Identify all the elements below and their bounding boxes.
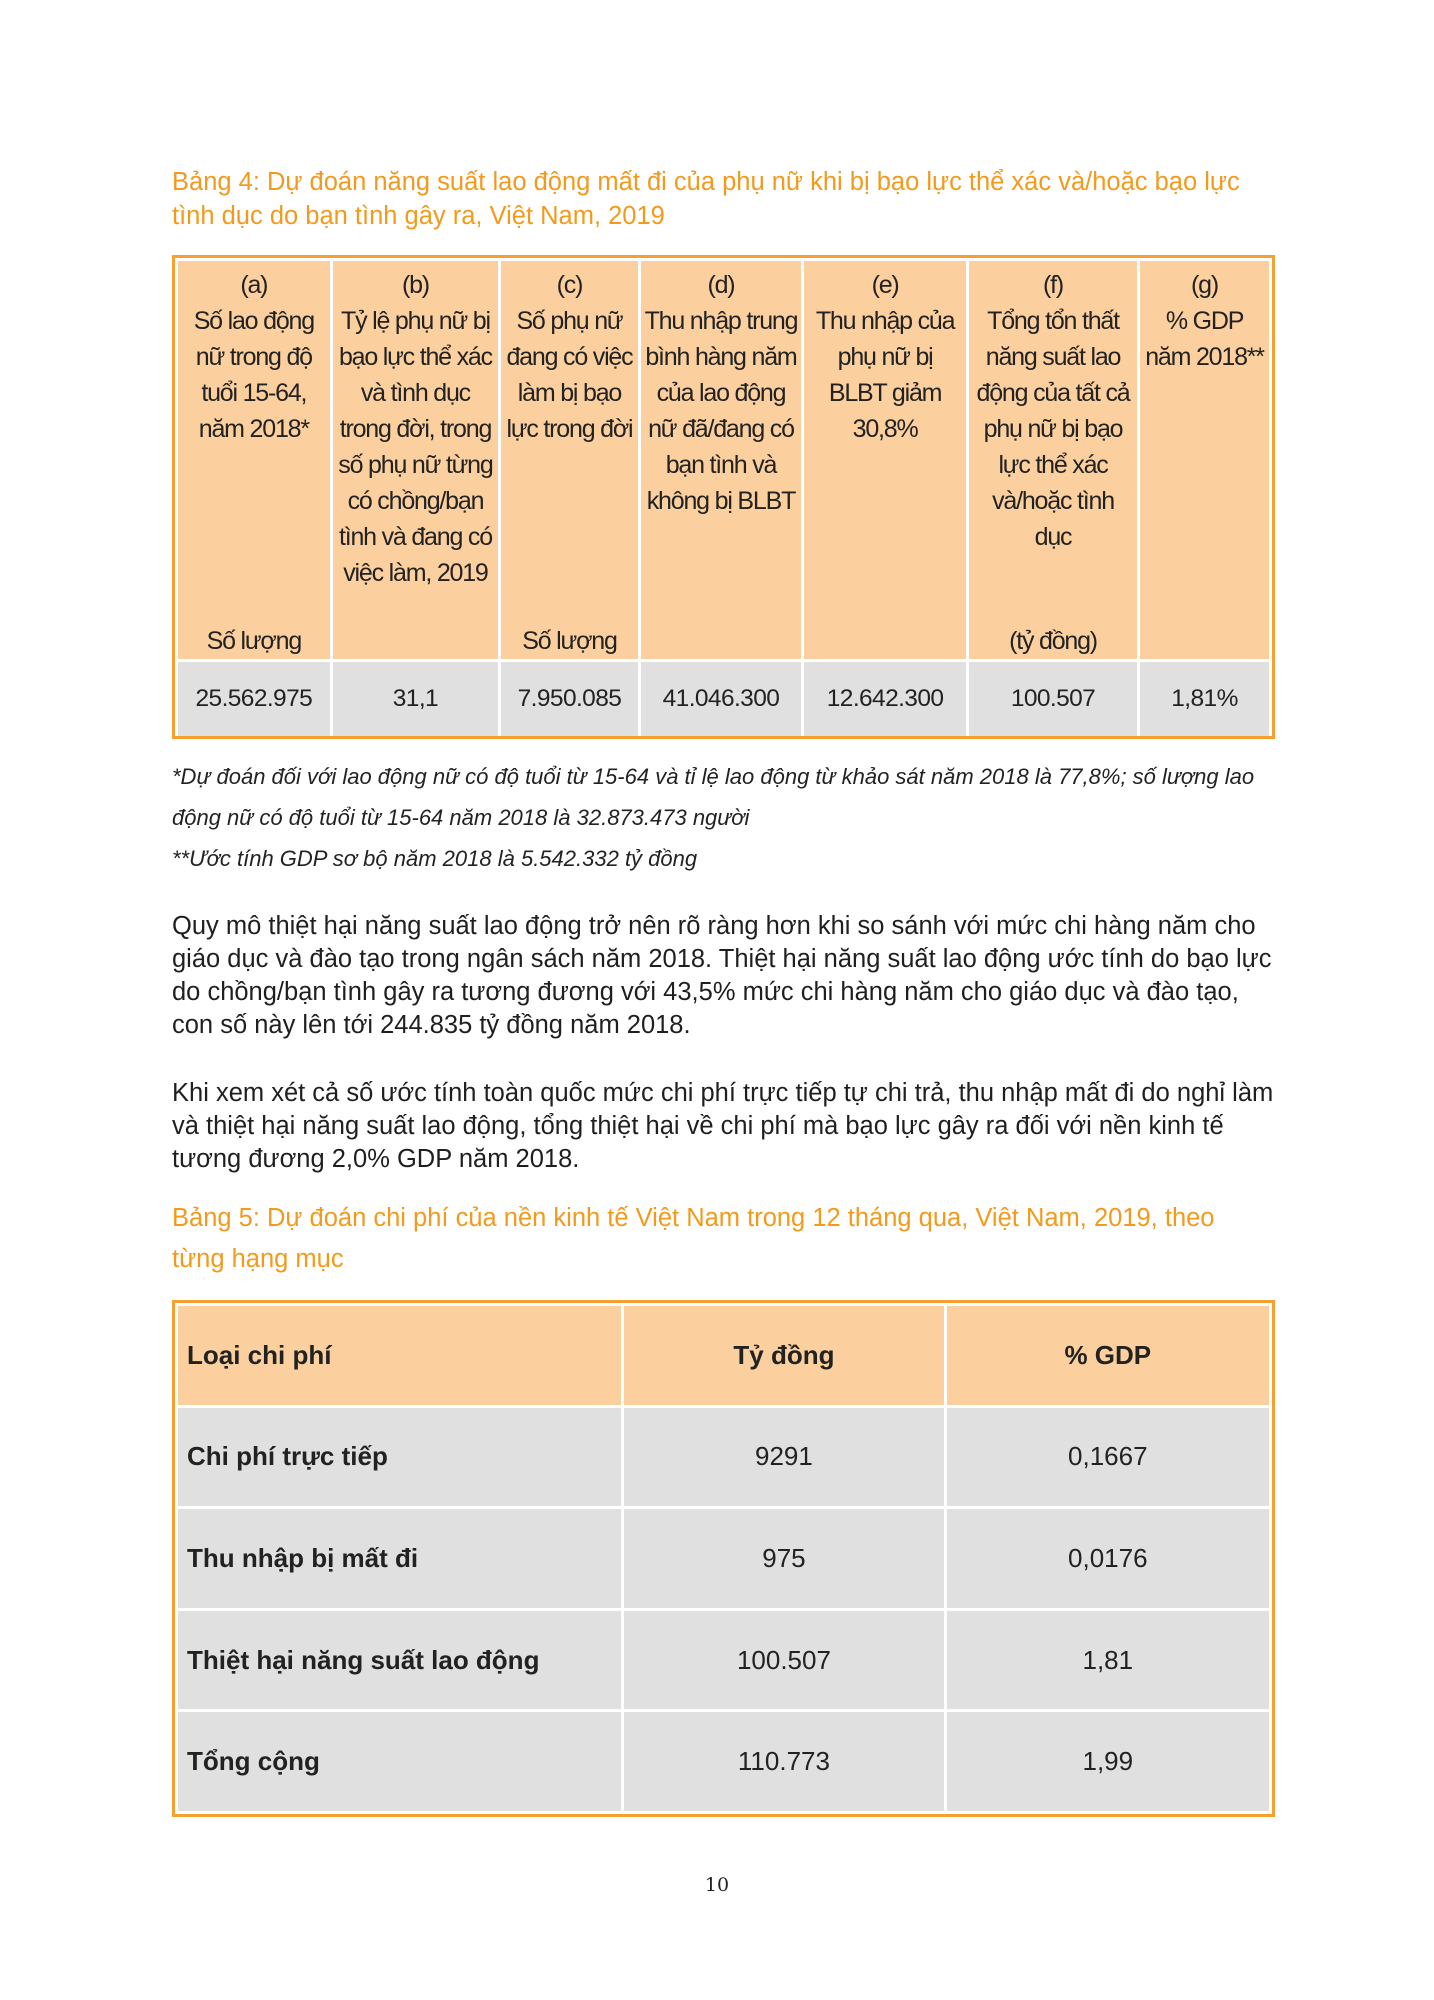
- row-value-billion: 975: [624, 1509, 943, 1608]
- table4-header-b: [333, 261, 499, 659]
- row-value-gdp: 1,81: [947, 1611, 1269, 1710]
- table4-header-c: [501, 261, 637, 659]
- table4-cell: 12.642.300: [804, 662, 966, 736]
- body-paragraph-1: Quy mô thiệt hại năng suất lao động trở nên rõ ràng hơn khi so sánh với mức chi hàng năm cho giáo dục và đào tạo trong ngân sách năm 2018. Thiệt hại năng suất lao động ước tính do bạo lực do chồng/bạn tình gây ra tương đương với 43,5% mức chi hàng năm cho giáo dục và đào tạo, con số này lên tới 244.835 tỷ đồng năm 2018.: [172, 912, 1272, 1039]
- header-label: Số phụ nữ đang có việc làm bị bạo lực trong đời: [506, 307, 633, 443]
- table-row: [178, 1611, 1269, 1710]
- header-letter: (e): [871, 271, 899, 299]
- table4-header-e: [804, 261, 966, 659]
- table5-header-row: [178, 1306, 1269, 1405]
- table4-header-d: [641, 261, 802, 659]
- row-value-gdp: 1,99: [947, 1712, 1269, 1811]
- row-value-billion: 100.507: [624, 1611, 943, 1710]
- row-label: Chi phí trực tiếp: [178, 1408, 621, 1507]
- page-number: 10: [704, 1874, 730, 1896]
- table4-cell: 41.046.300: [641, 662, 802, 736]
- header-unit: (tỷ đồng): [1009, 627, 1097, 655]
- table4-cell: 25.562.975: [178, 662, 330, 736]
- table5-caption: Bảng 5: Dự đoán chi phí của nền kinh tế Việt Nam trong 12 tháng qua, Việt Nam, 2019, theo từng hạng mục: [172, 1204, 1215, 1273]
- header-letter: (c): [556, 271, 583, 299]
- table-row: [178, 1509, 1269, 1608]
- row-value-gdp: 0,1667: [947, 1408, 1269, 1507]
- table4-cell: 100.507: [969, 662, 1137, 736]
- row-label: Thiệt hại năng suất lao động: [178, 1611, 621, 1710]
- header-label: Tổng tổn thất năng suất lao động của tất cả phụ nữ bị bạo lực thể xác và/hoặc tình dục: [976, 307, 1130, 551]
- row-value-gdp: 0,0176: [947, 1509, 1269, 1608]
- header-label: Số lao động nữ trong độ tuổi 15-64, năm 2018*: [193, 307, 314, 443]
- header-letter: (f): [1043, 271, 1063, 299]
- table4-header-row: [178, 261, 1269, 659]
- table4: [172, 255, 1275, 739]
- header-label: Thu nhập của phụ nữ bị BLBT giảm 30,8%: [815, 307, 955, 443]
- table4-cell: 31,1: [333, 662, 499, 736]
- table4-caption: Bảng 4: Dự đoán năng suất lao động mất đi của phụ nữ khi bị bạo lực thể xác và/hoặc bạo lực tình dục do bạn tình gây ra, Việt Nam, 2019: [172, 168, 1240, 230]
- row-label: Thu nhập bị mất đi: [178, 1509, 621, 1608]
- table4-header-g: [1140, 261, 1269, 659]
- table5-header-billion-vnd: Tỷ đồng: [624, 1306, 943, 1405]
- header-label: Thu nhập trung bình hàng năm của lao động nữ đã/đang có bạn tình và không bị BLBT: [644, 307, 798, 515]
- row-value-billion: 9291: [624, 1408, 943, 1507]
- table5: [172, 1300, 1275, 1817]
- footnote-1: *Dự đoán đối với lao động nữ có độ tuổi từ 15-64 và tỉ lệ lao động từ khảo sát năm 2018 là 77,8%; số lượng lao động nữ có độ tuổi từ 15-64 năm 2018 là 32.873.473 người: [172, 764, 1255, 830]
- table4-header-a: [178, 261, 330, 659]
- header-letter: (g): [1191, 271, 1218, 299]
- table-row: [178, 1408, 1269, 1507]
- body-paragraph-2: Khi xem xét cả số ước tính toàn quốc mức chi phí trực tiếp tự chi trả, thu nhập mất đi do nghỉ làm và thiệt hại năng suất lao động, tổng thiệt hại về chi phí mà bạo lực gây ra đối với nền kinh tế tương đương 2,0% GDP năm 2018.: [172, 1079, 1274, 1173]
- table5-header-type: Loại chi phí: [178, 1306, 621, 1405]
- header-label: % GDP năm 2018**: [1145, 307, 1264, 371]
- table4-cell: 7.950.085: [501, 662, 637, 736]
- table-row: [178, 1712, 1269, 1811]
- header-letter: (a): [240, 271, 268, 299]
- footnote-2: **Ước tính GDP sơ bộ năm 2018 là 5.542.332 tỷ đồng: [172, 846, 698, 871]
- table4-cell: 1,81%: [1140, 662, 1269, 736]
- header-label: Tỷ lệ phụ nữ bị bạo lực thể xác và tình dục trong đời, trong số phụ nữ từng có chồng/bạn tình và đang có việc làm, 2019: [338, 307, 493, 587]
- table5-header-gdp-percent: % GDP: [947, 1306, 1269, 1405]
- row-label: Tổng cộng: [178, 1712, 621, 1811]
- header-letter: (b): [401, 271, 429, 299]
- table4-header-f: [969, 261, 1137, 659]
- header-unit: Số lượng: [206, 627, 302, 655]
- row-value-billion: 110.773: [624, 1712, 943, 1811]
- table4-data-row: [178, 662, 1269, 736]
- table4-footnotes: [172, 756, 1282, 879]
- header-letter: (d): [707, 271, 735, 299]
- header-unit: Số lượng: [522, 627, 617, 655]
